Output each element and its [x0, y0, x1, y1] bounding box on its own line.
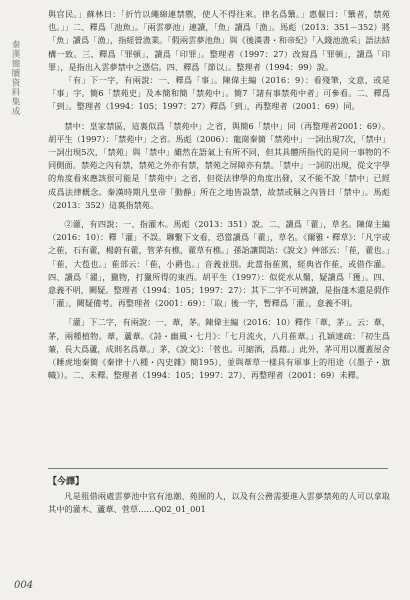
translation-text: 凡是租借兩處雲夢池中官有池潮、苑囿的人，以及有公務需要進入雲夢禁苑的人可以拿取其中的灌木、蘆葦、菅草……Q02_01_001 [48, 491, 390, 515]
translation-heading: 【今譯】 [48, 477, 85, 487]
commentary-body [48, 8, 390, 382]
paragraph-1: 與官民。」蘇林曰：「折竹以繩綿連禁禦，使人不得往來。律名爲籞。」惠偃曰：「籞者，禁苑也。」」二、釋爲「池魚」。「兩雲夢池」連讀，「魚」讀爲「漁」。馬彪（2013：351－352）將「魚」讀爲「漁」，指經營漁業。「假兩雲夢池魚」與《後漢書・和帝紀》「入錢池漁采」語法結構一致。三、釋爲「罪頓」，讀爲「印罪」。整理者（1997：27）改寫爲「罪頓」，讀爲「印罪」，是指出入雲夢禁中之憑信。四、釋爲「節以」。整理者（1994：99）說。 [48, 9, 390, 72]
paragraph-2: 「有」下一字，有兩說：一、釋爲「事」。陳偉主編（2016：9）：看殘筆，文意，或是「事」字。簡6「禁苑史」及本簡和簡「禁苑中」。簡7「諸有事禁苑中者」可參看。二、釋爲「到」。整理者（1994：105；1997：27）釋爲「到」，再整理者（2001：69）同。 [48, 75, 390, 112]
paragraph-4: ②灌，有四說：一、指灌木。馬彪（2013：351）說。二、讀爲「藿」，草名。陳偉主編（2016：10）：釋「灌」不誤。聯繫下文看，恐當讀爲「藿」，草名。《爾雅・釋草》：「凡字或之萑，石有藿，楊蔚有藿，管茅有樵，藿草有樵。」孫詒讓間詁：《說文》艸部云：「萑，藿也。」「萑，大苞也。」萑部云：「萑，小爵也。」音義並別。此當指萑篤，經典省作萑，或借作灌。四、讀爲「濯」，獵物，打獵所得的東西。胡平生（1997）：似從水从鬚，疑讀爲「獲」。四、意義不明，闕疑。整理者（1994：105；1997：27）：其下二字不可辨讀，是指蓬木還是假作「灌」，闕疑備考。再整理者（2001：69）：「取」後一字，暫釋爲「灌」，意義不明。 [48, 219, 390, 309]
paragraph-5: 「灌」下二字，有兩說：一、葦，茅。陳偉主編（2016：10）釋作「葦，茅」。云：葦，茅，兩種植物。葦，蘆葦。《詩・幽風・七月》：「七月流火，八月萑葦。」孔穎達疏：「初生爲蒹，長大爲蘆，成則名爲葦。」茅，《說文》：「菅也。可縮酒，爲藉。」此外，茅可用以覆蓋屋舍（睡虎地秦簡《秦律十八種・內史雜》簡195），並與葦草一樣具有軍事上的用途（《墨子・旗幟》）。二、未釋。整理者（1994：105；1997：27）、再整理者（2001：69）未釋。 [48, 317, 390, 381]
paragraph-3: 禁中：皇家禁區，這裏似爲「禁苑中」之省，與簡6「禁中」同（再整理者2001：69）。胡平生（1997）：「禁苑中」之省。馬彪（2006）：龍崗秦簡「禁苑中」一詞出現7次，「禁中」一詞出現5次，「禁苑」與「禁中」雖然在語氣上有所不同，但其具體所指代的是同一事物的不同側面。禁苑之內有禁，禁苑之外亦有禁，禁苑之屏障亦有禁。「禁中」一詞的出現，從文字學的角度看來應該很可能是「禁苑中」之省，但從法律學的角度出發，又不能不說「禁中」已經成爲法律概念。秦漢時期凡皇帝「動靜」所在之地皆設禁，故禁或稱之內皆曰「禁中」。馬彪（2013：352）這裏指禁苑。 [48, 120, 390, 210]
running-title: 秦漢簡牘資料集成 [10, 40, 20, 116]
section-divider [48, 468, 388, 469]
page-number: 004 [14, 580, 34, 591]
